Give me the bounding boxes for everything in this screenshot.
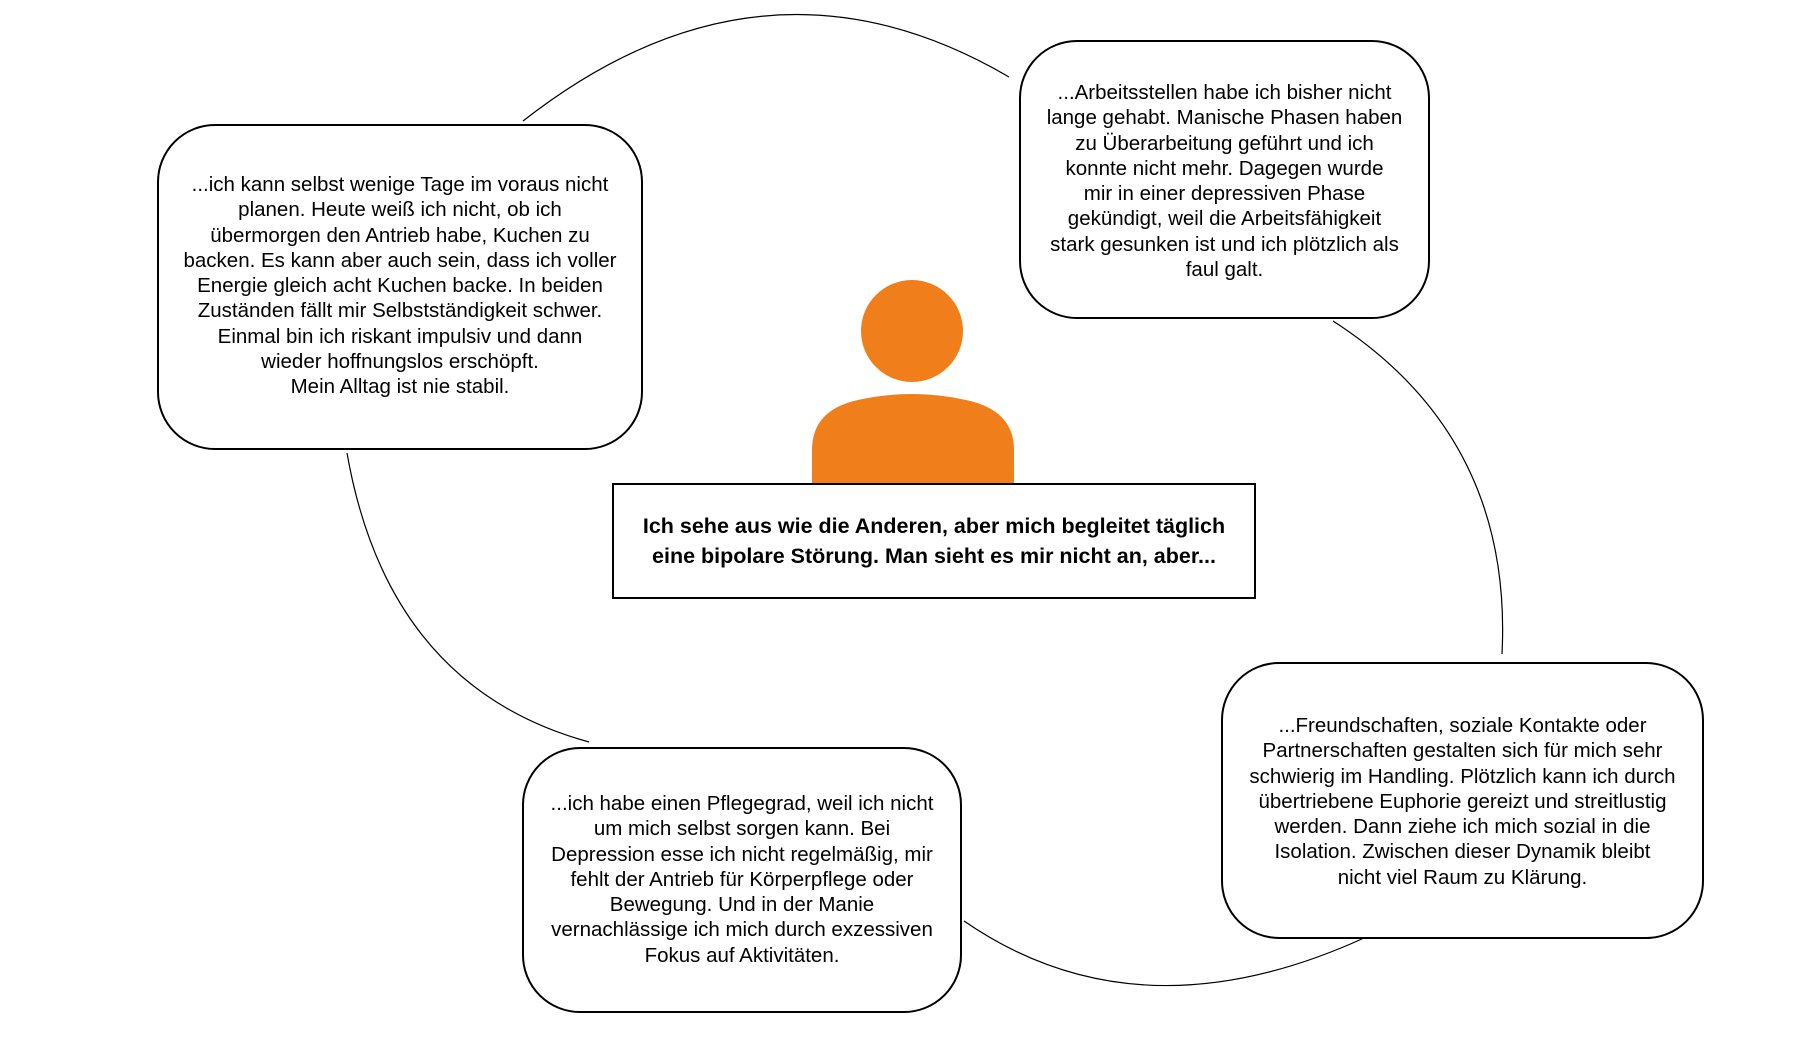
bubble-work	[1019, 40, 1430, 319]
bubble-work-text: ...Arbeitsstellen habe ich bisher nicht lange gehabt. Manische Phasen haben zu Überarbeitung geführt und ich konnte nicht mehr. Dagegen wurde mir in einer depressiven Phase gekündigt, weil die Arbeitsfähigkeit stark gesunken ist und ich plötzlich als faul galt.	[1046, 81, 1403, 282]
bubble-self-care	[522, 747, 962, 1013]
bubble-planning-text: ...ich kann selbst wenige Tage im voraus nicht planen. Heute weiß ich nicht, ob ich übermorgen den Antrieb habe, Kuchen zu backen. Es kann aber auch sein, dass ich voller Energie gleich acht Kuchen backe. In beiden Zuständen fällt mir Selbstständigkeit schwer. Einmal bin ich riskant impulsiv und dann wieder hoffnungslos erschöpft. Mein Alltag ist nie stabil.	[183, 173, 617, 399]
arc-top	[523, 15, 1009, 121]
center-statement	[612, 483, 1256, 599]
bubble-planning	[157, 124, 643, 450]
center-statement-text: Ich sehe aus wie die Anderen, aber mich begleitet täglich eine bipolare Störung. Man sieht es mir nicht an, aber...	[642, 514, 1226, 568]
person-silhouette-icon	[808, 280, 1030, 484]
person-body	[812, 394, 1014, 484]
bubble-relationships	[1221, 662, 1704, 939]
person-head	[861, 280, 963, 382]
arc-right	[1333, 321, 1503, 654]
arc-left	[347, 453, 589, 742]
bubble-self-care-text: ...ich habe einen Pflegegrad, weil ich nicht um mich selbst sorgen kann. Bei Depression esse ich nicht regelmäßig, mir fehlt der Antrieb für Körperpflege oder Bewegung. Und in der Manie vernachlässige ich mich durch exzessiven Fokus auf Aktivitäten.	[550, 792, 934, 967]
bubble-relationships-text: ...Freundschaften, soziale Kontakte oder Partnerschaften gestalten sich für mich sehr schwierig im Handling. Plötzlich kann ich durch übertriebene Euphorie gereizt und streitlustig werden. Dann ziehe ich mich sozial in die Isolation. Zwischen dieser Dynamik bleibt nicht viel Raum zu Klärung.	[1249, 714, 1676, 889]
